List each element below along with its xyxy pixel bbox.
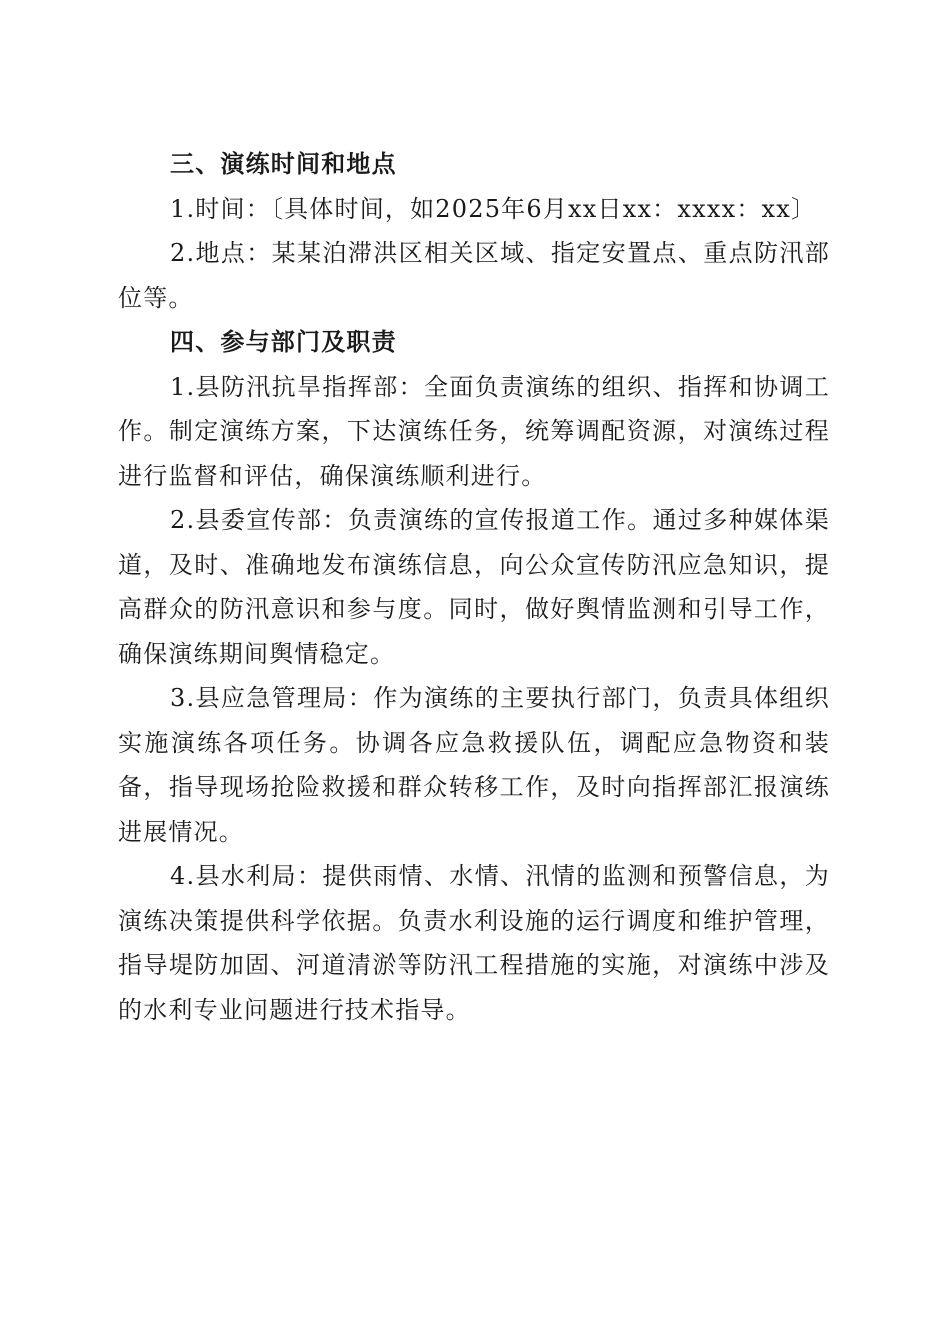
section-3-item-time: 1.时间：〔具体时间，如2025年6月xx日xx：xxxx：xx〕 [170,194,817,223]
section-3-item-location: 2.地点：某某泊滞洪区相关区域、指定安置点、重点防汛部位等。 [118,239,830,312]
section-4-item-publicity-dept: 2.县委宣传部：负责演练的宣传报道工作。通过多种媒体渠道，及时、准确地发布演练信息，向公众宣传防汛应急知识，提高群众的防汛意识和参与度。同时，做好舆情监测和引导工作，确保演练期间舆情稳定。 [118,506,830,668]
section-4-item-water-bureau: 4.县水利局：提供雨情、水情、汛情的监测和预警信息，为演练决策提供科学依据。负责水利设施的运行调度和维护管理，指导堤防加固、河道清淤等防汛工程措施的实施，对演练中涉及的水利专业问题进行技术指导。 [118,862,830,1024]
section-4-item-flood-command: 1.县防汛抗旱指挥部：全面负责演练的组织、指挥和协调工作。制定演练方案，下达演练任务，统筹调配资源，对演练过程进行监督和评估，确保演练顺利进行。 [118,372,830,490]
document-page [118,142,830,1032]
section-4-heading: 四、参与部门及职责 [170,328,397,356]
section-3-heading: 三、演练时间和地点 [170,150,397,178]
section-4-item-emergency-bureau: 3.县应急管理局：作为演练的主要执行部门，负责具体组织实施演练各项任务。协调各应急救援队伍，调配应急物资和装备，指导现场抢险救援和群众转移工作，及时向指挥部汇报演练进展情况。 [118,684,830,846]
